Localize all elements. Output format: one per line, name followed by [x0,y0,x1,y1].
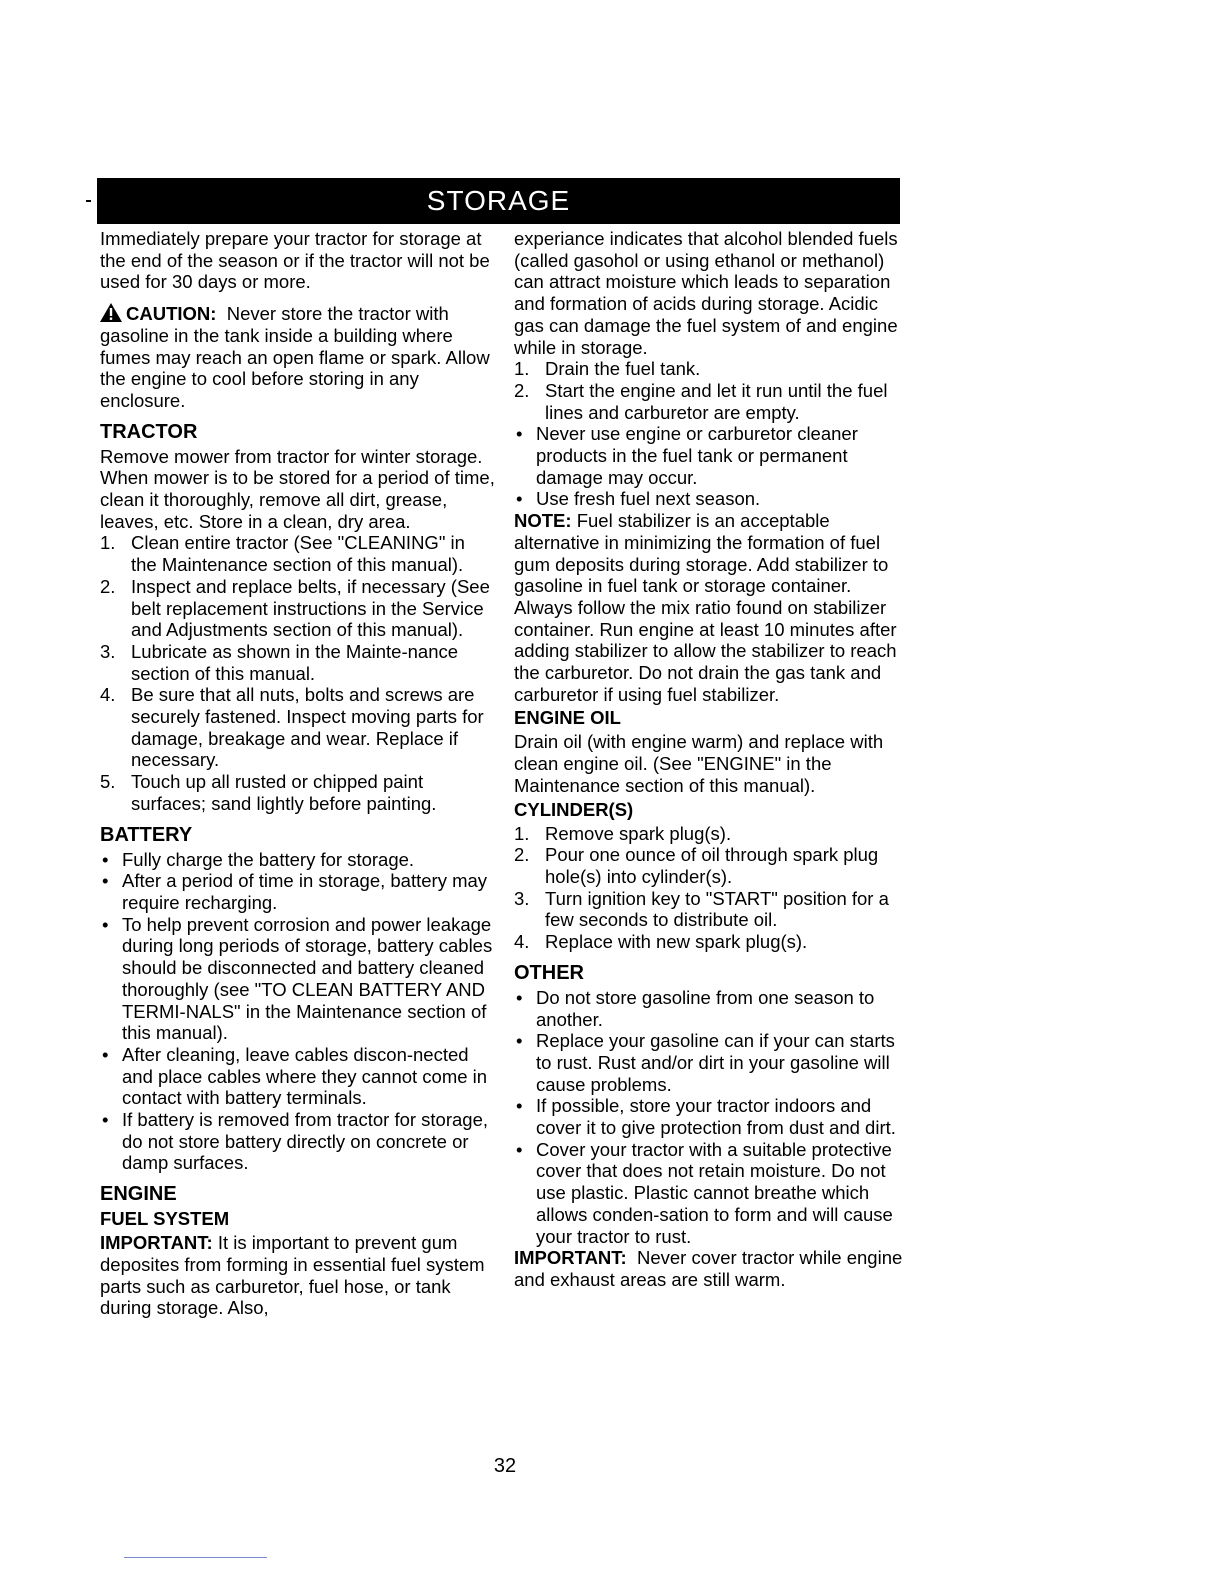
important-label: IMPORTANT: [100,1232,213,1254]
section-title-banner: STORAGE [97,178,900,224]
left-column [100,228,495,1319]
cylinders-heading: CYLINDER(S) [514,798,634,820]
cylinder-steps [514,823,910,953]
list-item: • To help prevent corrosion and power leakage during long periods of storage, battery cables should be disconnected and battery cleaned thoroughly (see "TO CLEAN BATTERY AND TERMI-NALS" in the Maintenance section of this manual). [102,913,493,1044]
intro-paragraph: Immediately prepare your tractor for storage at the end of the season or if the tractor will not be used for 30 days or more. [100,228,490,293]
list-item: 1. Remove spark plug(s). [514,822,732,844]
engine-oil-heading: ENGINE OIL [514,707,621,729]
list-item: • Cover your tractor with a suitable protective cover that does not retain moisture. Do not use plastic. Plastic cannot breathe which allows conden-sation to form and will cause your tractor to rust. [516,1138,893,1247]
fuel-bullets [514,423,910,510]
page-number: 32 [493,1455,517,1477]
list-item: • Do not store gasoline from one season to another. [516,986,875,1030]
important-text: It is important to prevent gum deposites from forming in essential fuel system parts such as carburetor, fuel hose, or tank during storage. Also, [100,1232,485,1319]
list-item: • Never use engine or carburetor cleaner products in the fuel tank or permanent damage may occur. [516,423,858,488]
note-text: Fuel stabilizer is an acceptable alternative in minimizing the formation of fuel gum deposits during storage. Add stabilizer to gasoline in fuel tank or storage container. Always follow the mix ratio found on stabilizer container. Run engine at least 10 minutes after adding stabilizer to allow the stabilizer to reach the carburetor. Do not drain the gas tank and carburetor if using fuel stabilizer. [514,510,897,705]
tractor-heading: TRACTOR [100,420,198,443]
list-item: • If possible, store your tractor indoors and cover it to give protection from dust and dirt. [516,1095,896,1139]
right-column [514,228,910,1291]
list-item: 2. Pour one ounce of oil through spark plug hole(s) into cylinder(s). [514,844,879,887]
list-item: 1. Clean entire tractor (See "CLEANING" in the Maintenance section of this manual). [100,532,465,576]
caution-text: Never store the tractor with gasoline in the tank inside a building where fumes may reach an open flame or spark. Allow the engine to cool before storing in any enclosure. [100,303,490,411]
list-item: 3. Lubricate as shown in the Mainte-nance section of this manual. [100,640,459,684]
important-text: Never cover tractor while engine and exhaust areas are still warm. [514,1247,903,1290]
list-item: • Fully charge the battery for storage. [102,848,415,870]
list-item: 2. Inspect and replace belts, if necessary (See belt replacement instructions in the Service and Adjustments section of this manual). [100,575,490,641]
list-item: • After a period of time in storage, battery may require recharging. [102,870,488,913]
fuel-continued-paragraph: experiance indicates that alcohol blended fuels (called gasohol or using ethanol or methanol) can attract moisture which leads to separation and formation of acids during storage. Acidic gas can damage the fuel system of and engine while in storage. [514,228,898,358]
list-item: • If battery is removed from tractor for storage, do not store battery directly on concrete or damp surfaces. [102,1109,489,1174]
other-list [514,987,910,1247]
list-item: • After cleaning, leave cables discon-nected and place cables where they cannot come in contact with battery terminals. [102,1043,488,1109]
list-item: 1. Drain the fuel tank. [514,358,701,380]
battery-list [100,849,495,1175]
final-important-paragraph [514,1247,910,1290]
note-paragraph [514,510,910,705]
battery-heading: BATTERY [100,823,193,846]
list-item: • Replace your gasoline can if your can starts to rust. Rust and/or dirt in your gasoline will cause problems. [516,1030,895,1095]
note-label: NOTE: [514,510,572,532]
other-heading: OTHER [514,961,584,984]
list-item: 4. Replace with new spark plug(s). [514,931,808,953]
tractor-intro: Remove mower from tractor for winter storage. When mower is to be stored for a period of time, clean it thoroughly, remove all dirt, grease, leaves, etc. Store in a clean, dry area. [100,445,495,532]
caution-paragraph [100,303,495,412]
important-label: IMPORTANT: [514,1247,627,1269]
fuel-steps [514,358,910,423]
list-item: 2. Start the engine and let it run until the fuel lines and carburetor are empty. [514,379,888,423]
fuel-important-paragraph [100,1232,495,1319]
list-item: 4. Be sure that all nuts, bolts and screws are securely fastened. Inspect moving parts for damage, breakage and wear. Replace if necessary. [100,684,484,771]
footer-rule [124,1557,267,1558]
list-item: 3. Turn ignition key to "START" position for a few seconds to distribute oil. [514,887,889,931]
list-item: 5. Touch up all rusted or chipped paint surfaces; sand lightly before painting. [100,771,437,814]
list-item: • Use fresh fuel next season. [516,488,761,510]
margin-mark [86,200,91,202]
tractor-steps [100,532,495,814]
engine-heading: ENGINE [100,1183,177,1206]
caution-label: CAUTION: [126,303,217,325]
engine-oil-text: Drain oil (with engine warm) and replace with clean engine oil. (See "ENGINE" in the Maintenance section of this manual). [514,731,884,796]
fuel-system-heading: FUEL SYSTEM [100,1208,230,1230]
warning-triangle-icon [100,303,122,322]
